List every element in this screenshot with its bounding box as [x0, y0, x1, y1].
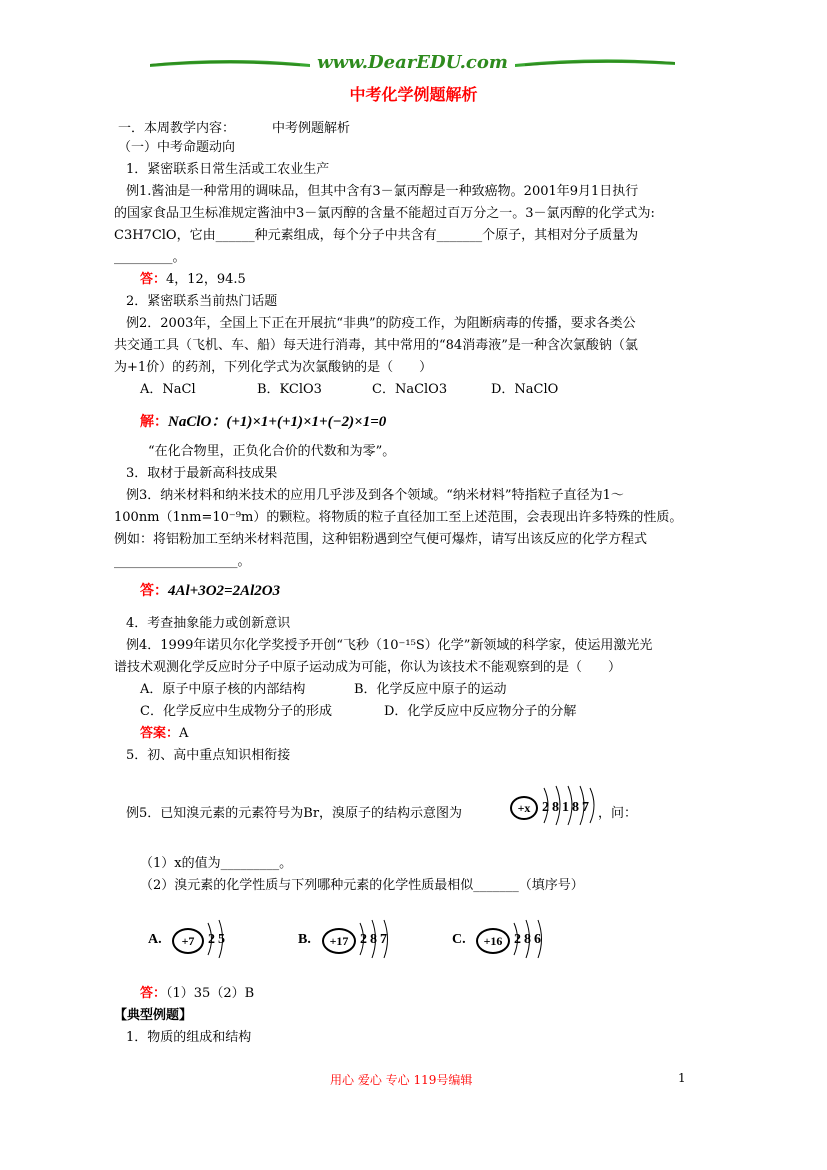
choice-label: A.	[148, 932, 162, 947]
option-b: B．KClO3	[257, 382, 322, 397]
choice-a-diagram	[148, 915, 258, 970]
nucleus: +16	[476, 928, 510, 954]
valence-formula: NaClO：(+1)×1+(+1)×1+(−2)×1=0	[168, 414, 387, 430]
electron-shell-arcs-icon	[148, 915, 258, 970]
choice-label: B.	[298, 932, 311, 947]
answer-label: 答：	[140, 583, 168, 599]
option-c: C．化学反应中生成物分子的形成	[140, 704, 332, 719]
option-a: A．原子中原子核的内部结构	[140, 682, 306, 697]
site-logo-text: www.DearEDU.com	[317, 52, 508, 73]
item-heading-4: 4．考查抽象能力或创新意识	[126, 616, 291, 631]
option-a: A．NaCl	[140, 382, 196, 397]
answer-label: 答：	[140, 272, 167, 287]
item-heading-2: 2．紧密联系当前热门话题	[126, 294, 278, 309]
answer-text: A	[179, 726, 189, 741]
electron-shell-arcs-icon	[452, 915, 572, 970]
example1-line: 例1.酱油是一种常用的调味品，但其中含有3－氯丙醇是一种致癌物。2001年9月1日执行	[126, 184, 639, 199]
example3-line: 例如：将铝粉加工至纳米材料范围，这种铝粉遇到空气便可爆炸，请写出该反应的化学方程式	[114, 532, 648, 547]
answer-label: 答案：	[140, 726, 180, 741]
choice-label: C.	[452, 932, 466, 947]
question-1: （1）x的值为_________。	[140, 856, 293, 871]
nucleus: +7	[172, 928, 204, 954]
shell-electrons: 287	[360, 932, 390, 947]
example1-line: 的国家食品卫生标准规定酱油中3－氯丙醇的含量不能超过百万分之一。3－氯丙醇的化学式为:	[114, 206, 655, 221]
example3-line: ___________________。	[114, 554, 251, 569]
item-heading-5: 5．初、高中重点知识相衔接	[126, 748, 291, 763]
choice-c-diagram	[452, 915, 572, 970]
example2-line: 共交通工具（飞机、车、船）每天进行消毒，其中常用的“84消毒液”是一种含次氯酸钠（氯	[114, 338, 638, 353]
site-header	[150, 50, 675, 80]
example1-line: C3H7ClO，它由______种元素组成，每个分子中共含有_______个原子，其相对分子质量为	[114, 228, 639, 243]
nucleus: +17	[322, 928, 356, 954]
answer-5	[140, 985, 254, 1003]
bromine-atom-diagram	[510, 783, 600, 843]
subsection-heading: （一）中考命题动向	[118, 140, 236, 155]
example4-line: 例4．1999年诺贝尔化学奖授予开创“飞秒（10⁻¹⁵S）化学”新领域的科学家，使运用激光光	[126, 638, 653, 653]
option-b: B．化学反应中原子的运动	[354, 682, 507, 697]
answer-text: 4，12，94.5	[166, 272, 246, 287]
example5-question-end: ，问：	[598, 806, 638, 821]
example2-line: 例2．2003年，全国上下正在开展抗“非典”的防疫工作，为阻断病毒的传播，要求各类公	[126, 316, 636, 331]
shell-electrons: 286	[514, 932, 544, 947]
option-d: D．NaClO	[491, 382, 559, 397]
rule-note: “在化合物里，正负化合价的代数和为零”。	[148, 444, 396, 459]
option-d: D．化学反应中反应物分子的分解	[384, 704, 577, 719]
item-heading-3: 3．取材于最新高科技成果	[126, 466, 278, 481]
shell-electrons: 28187	[542, 800, 592, 815]
choice-b-diagram	[298, 915, 418, 970]
typical-item-1: 1．物质的组成和结构	[126, 1030, 252, 1045]
example4-line: 谱技术观测化学反应时分子中原子运动成为可能，你认为该技术不能观察到的是（ ）	[114, 660, 622, 675]
typical-heading: 【典型例题】	[114, 1008, 193, 1023]
answer-2	[140, 410, 386, 431]
example3-line: 例3．纳米材料和纳米技术的应用几乎涉及到各个领域。“纳米材料”特指粒子直径为1～	[126, 488, 624, 503]
shell-electrons: 25	[208, 932, 228, 947]
example5-question: 例5．已知溴元素的元素符号为Br，溴原子的结构示意图为	[126, 806, 463, 821]
example3-line: 100nm（1nm=10⁻⁹m）的颗粒。将物质的粒子直径加工至上述范围，会表现出许多特殊的性质。	[114, 510, 683, 525]
item-heading-1: 1．紧密联系日常生活或工农业生产	[126, 162, 330, 177]
answer-1	[140, 271, 246, 289]
answer-label: 答：	[140, 986, 167, 1001]
question-2: （2）溴元素的化学性质与下列哪种元素的化学性质最相似_______（填序号）	[140, 878, 584, 893]
section-heading: 一．本周教学内容：	[118, 121, 236, 136]
answer-text: （1）35（2）B	[166, 986, 255, 1001]
section-topic: 中考例题解析	[272, 121, 351, 136]
answer-label: 解：	[140, 414, 168, 430]
nucleus: +x	[510, 796, 538, 820]
example1-line: _________。	[114, 250, 186, 265]
page-number: 1	[678, 1071, 686, 1085]
electron-shell-arcs-icon	[298, 915, 418, 970]
page-title: 中考化学例题解析	[349, 85, 478, 104]
footer-text: 用心 爱心 专心 119号编辑	[330, 1073, 473, 1087]
answer-4	[140, 725, 188, 743]
example2-line: 为+1价）的药剂，下列化学式为次氯酸钠的是（ ）	[114, 360, 433, 375]
answer-3	[140, 580, 280, 600]
option-c: C．NaClO3	[372, 382, 448, 397]
reaction-equation: 4Al+3O2=2Al2O3	[168, 583, 281, 599]
